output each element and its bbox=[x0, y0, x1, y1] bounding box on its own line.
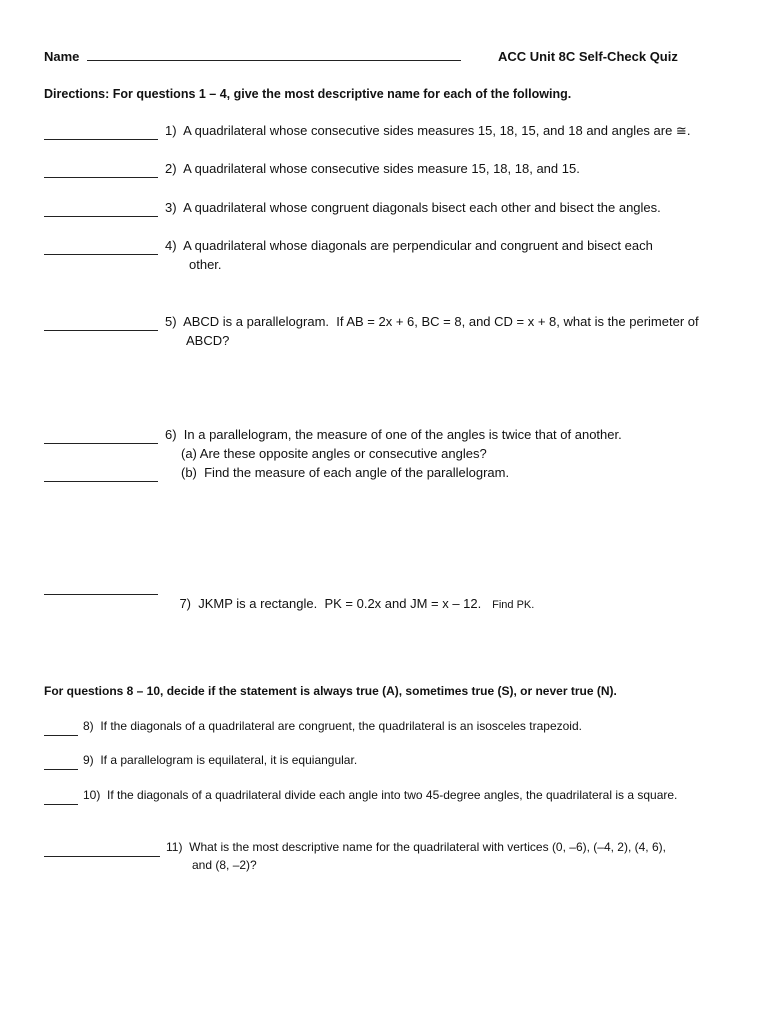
answer-blank-6b[interactable] bbox=[44, 467, 158, 482]
question-1: 1) A quadrilateral whose consecutive sides measures 15, 18, 15, and 18 and angles are ≅. bbox=[165, 123, 691, 138]
question-8: 8) If the diagonals of a quadrilateral are congruent, the quadrilateral is an isosceles trapezoid. bbox=[83, 719, 582, 733]
question-10: 10) If the diagonals of a quadrilateral divide each angle into two 45-degree angles, the quadrilateral is a square. bbox=[83, 788, 678, 802]
question-9: 9) If a parallelogram is equilateral, it is equiangular. bbox=[83, 753, 358, 767]
quiz-title: ACC Unit 8C Self-Check Quiz bbox=[498, 49, 678, 64]
question-6-part-a: (a) Are these opposite angles or consecutive angles? bbox=[181, 446, 487, 461]
question-2: 2) A quadrilateral whose consecutive sides measure 15, 18, 18, and 15. bbox=[165, 161, 580, 176]
answer-blank-7[interactable] bbox=[44, 580, 158, 595]
question-11-line-1: 11) What is the most descriptive name for the quadrilateral with vertices (0, –6), (–4, 2), (4, 6), bbox=[166, 840, 666, 854]
name-label: Name bbox=[44, 49, 80, 64]
question-11-line-2: and (8, –2)? bbox=[192, 858, 257, 872]
question-4-line-1: 4) A quadrilateral whose diagonals are perpendicular and congruent and bisect each bbox=[165, 238, 653, 253]
question-5-line-2: ABCD? bbox=[186, 333, 230, 348]
answer-blank-1[interactable] bbox=[44, 125, 158, 140]
question-6-line-1: 6) In a parallelogram, the measure of one of the angles is twice that of another. bbox=[165, 427, 622, 442]
answer-blank-6a[interactable] bbox=[44, 429, 158, 444]
question-3: 3) A quadrilateral whose congruent diagonals bisect each other and bisect the angles. bbox=[165, 200, 661, 215]
name-blank[interactable] bbox=[87, 60, 461, 61]
answer-blank-10[interactable] bbox=[44, 790, 78, 805]
question-6-part-b: (b) Find the measure of each angle of the parallelogram. bbox=[181, 465, 510, 480]
answer-blank-9[interactable] bbox=[44, 755, 78, 770]
section-heading-8-10: For questions 8 – 10, decide if the statement is always true (A), sometimes true (S), or never true (N). bbox=[44, 684, 617, 698]
question-5-line-1: 5) ABCD is a parallelogram. If AB = 2x + 6, BC = 8, and CD = x + 8, what is the perimeter of bbox=[165, 314, 699, 329]
directions-text: Directions: For questions 1 – 4, give the most descriptive name for each of the following. bbox=[44, 87, 572, 101]
question-7 bbox=[165, 577, 534, 632]
question-7-main: 7) JKMP is a rectangle. PK = 0.2x and JM = x – 12. bbox=[179, 596, 482, 611]
answer-blank-8[interactable] bbox=[44, 721, 78, 736]
answer-blank-4[interactable] bbox=[44, 240, 158, 255]
answer-blank-3[interactable] bbox=[44, 202, 158, 217]
answer-blank-11[interactable] bbox=[44, 842, 160, 857]
answer-blank-5[interactable] bbox=[44, 316, 158, 331]
answer-blank-2[interactable] bbox=[44, 163, 158, 178]
question-4-line-2: other. bbox=[189, 257, 222, 272]
question-7-find: Find PK. bbox=[492, 599, 535, 611]
